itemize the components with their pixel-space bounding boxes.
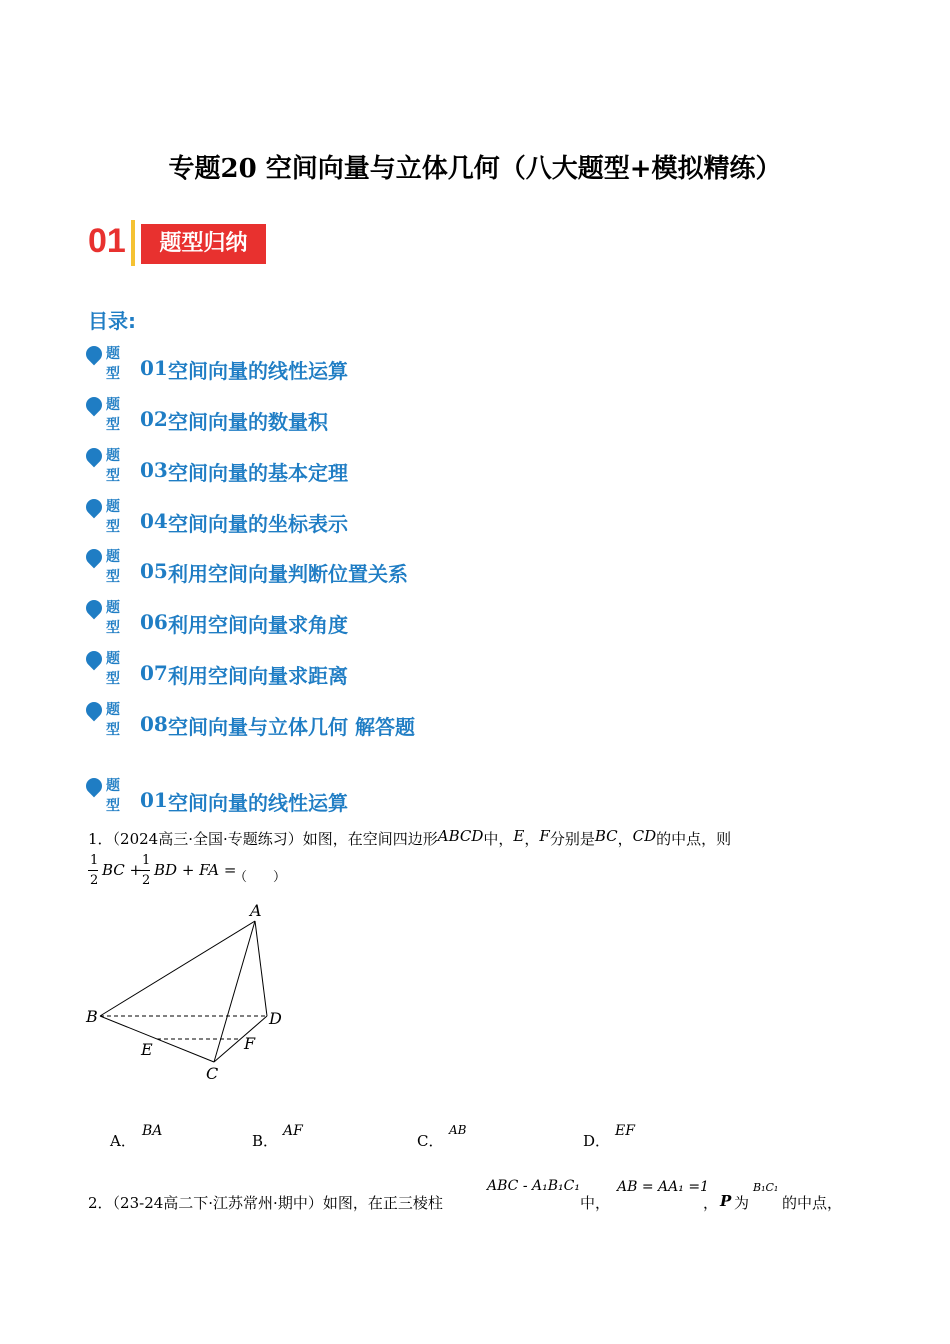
toc-tag: 题型 [106, 549, 120, 585]
option-d-label[interactable]: D． [583, 1132, 611, 1150]
section-number: 01 [88, 222, 126, 260]
q1-cd: CD [632, 827, 657, 845]
toc-num: 07 [140, 661, 168, 685]
option-a-label[interactable]: A． [110, 1132, 136, 1150]
toc-num: 06 [140, 610, 168, 634]
label-a: A [250, 901, 262, 920]
q1-text: ， [617, 830, 633, 848]
q1-abcd: ABCD [437, 827, 484, 845]
location-pin-icon [83, 394, 106, 417]
option-c-label[interactable]: C． [417, 1132, 444, 1150]
location-pin-icon [83, 775, 106, 798]
toc-num: 05 [140, 559, 168, 583]
toc-text: 空间向量的基本定理 [168, 461, 348, 485]
option-c-value: AB [449, 1123, 467, 1137]
q2-b1c1: B₁C₁ [753, 1181, 779, 1194]
option-b-value: AF [283, 1123, 303, 1139]
location-pin-icon [83, 343, 106, 366]
toc-num: 01 [140, 356, 168, 380]
answer-paren: （ ） [234, 870, 287, 885]
q2-suffix: 的中点， [782, 1194, 843, 1212]
edge-ad [255, 921, 267, 1016]
toc-num: 04 [140, 509, 168, 533]
frac-num: 1 [90, 853, 99, 868]
label-c: C [206, 1064, 219, 1083]
section-divider [131, 220, 135, 266]
frac-num: 1 [142, 853, 151, 868]
label-e: E [141, 1040, 153, 1059]
option-a-value: BA [142, 1123, 163, 1139]
page-title: 专题20 空间向量与立体几何（八大题型+模拟精练） [168, 154, 782, 184]
q2-condition: AB = AA₁ =1 [617, 1179, 709, 1195]
toc-num: 08 [140, 712, 168, 736]
q1-bc: BC [594, 827, 618, 845]
toc-text: 利用空间向量求角度 [168, 613, 348, 637]
location-pin-icon [83, 496, 106, 519]
q2-p: P [720, 1192, 732, 1210]
toc-text: 空间向量的线性运算 [168, 359, 348, 383]
location-pin-icon [83, 699, 106, 722]
q1-prefix: 1．（2024高三·全国·专题练习）如图，在空间四边形 [88, 830, 438, 848]
label-d: D [269, 1009, 282, 1028]
option-b-label[interactable]: B． [252, 1132, 279, 1150]
expr-1: BC + [102, 861, 143, 879]
toc-text: 空间向量的坐标表示 [168, 512, 348, 536]
toc-tag: 题型 [106, 448, 120, 484]
expr-2: BD + FA = [154, 861, 237, 879]
toc-text: 利用空间向量求距离 [168, 664, 348, 688]
frac-den: 2 [90, 873, 99, 888]
toc-tag: 题型 [106, 397, 120, 433]
location-pin-icon [83, 445, 106, 468]
tetrahedron-figure [80, 895, 310, 1090]
toc-text: 利用空间向量判断位置关系 [168, 562, 408, 586]
toc-tag: 题型 [106, 600, 120, 636]
toc-tag: 题型 [106, 702, 120, 738]
q1-e: E [513, 827, 525, 845]
toc-heading: 目录: [88, 309, 136, 333]
q2-text: ， [703, 1194, 719, 1212]
q2-text: 中， [580, 1194, 611, 1212]
label-b: B [86, 1007, 98, 1026]
topic-text: 空间向量的线性运算 [168, 791, 348, 815]
question-2-prefix: 2．（23-24高二下·江苏常州·期中）如图，在正三棱柱 [88, 1194, 443, 1212]
toc-num: 02 [140, 407, 168, 431]
toc-text: 空间向量与立体几何 解答题 [168, 715, 415, 739]
toc-tag: 题型 [106, 346, 120, 382]
frac-bar [140, 870, 150, 871]
topic-num: 01 [140, 788, 168, 812]
q1-f: F [539, 827, 550, 845]
topic-tag: 题型 [106, 778, 120, 814]
q1-text: ， [524, 830, 540, 848]
q1-text: 中， [483, 830, 514, 848]
q1-text: 的中点，则 [656, 830, 732, 848]
toc-tag: 题型 [106, 651, 120, 687]
section-label: 题型归纳 [141, 224, 266, 264]
q2-prism: ABC - A₁B₁C₁ [487, 1178, 580, 1194]
location-pin-icon [83, 546, 106, 569]
location-pin-icon [83, 648, 106, 671]
frac-den: 2 [142, 873, 151, 888]
frac-bar [88, 870, 98, 871]
label-f: F [244, 1034, 256, 1053]
location-pin-icon [83, 597, 106, 620]
q2-text: 为 [734, 1194, 750, 1212]
q1-text: 分别是 [549, 830, 595, 848]
question-1-stem [88, 828, 731, 849]
option-d-value: EF [615, 1123, 635, 1139]
toc-num: 03 [140, 458, 168, 482]
toc-text: 空间向量的数量积 [168, 410, 328, 434]
toc-tag: 题型 [106, 499, 120, 535]
